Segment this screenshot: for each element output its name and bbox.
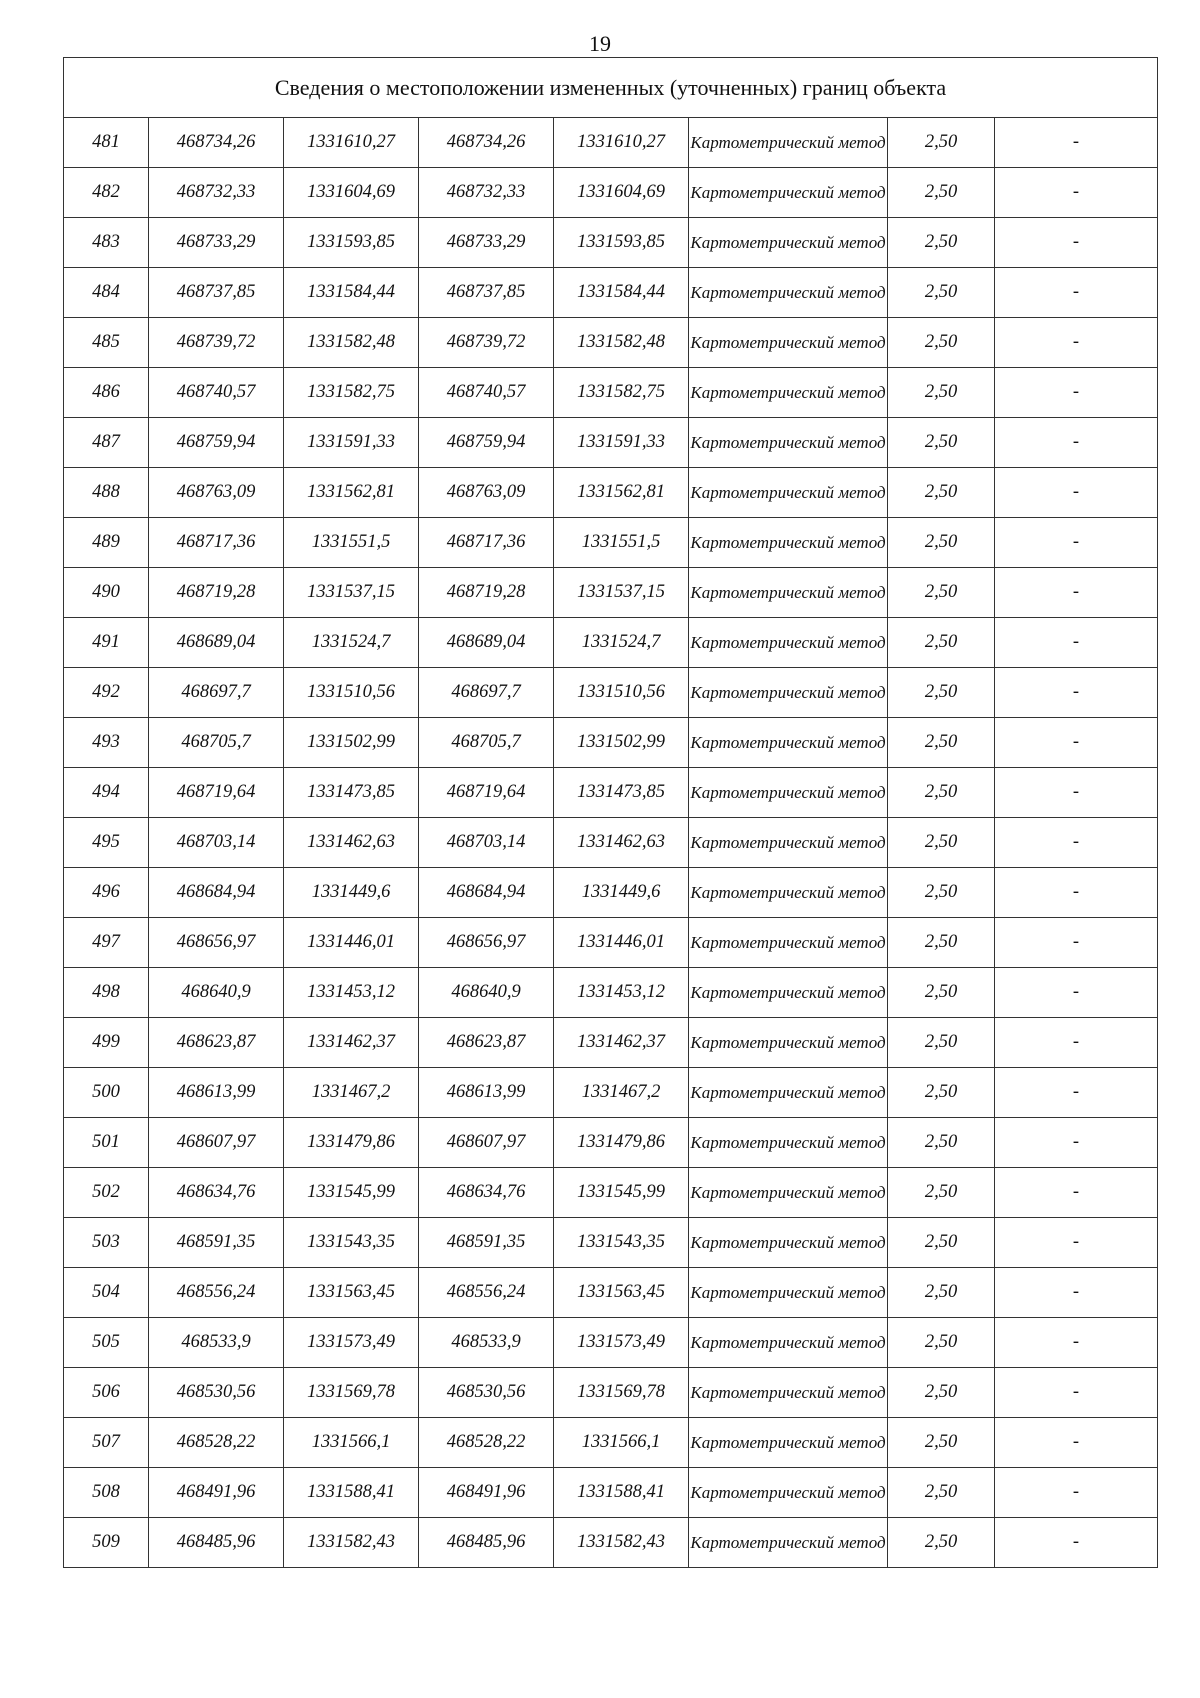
accuracy-cell: 2,50	[888, 1418, 995, 1468]
method-cell: Картометрический метод	[689, 1168, 888, 1218]
point-number-cell: 500	[64, 1068, 149, 1118]
table-row	[64, 868, 1158, 918]
existing-y-cell: 1331462,63	[284, 818, 419, 868]
method-cell: Картометрический метод	[689, 668, 888, 718]
existing-x-cell: 468719,28	[149, 568, 284, 618]
method-cell: Картометрический метод	[689, 918, 888, 968]
accuracy-cell: 2,50	[888, 1518, 995, 1568]
method-cell: Картометрический метод	[689, 1018, 888, 1068]
refined-x-cell: 468689,04	[419, 618, 554, 668]
method-cell: Картометрический метод	[689, 1468, 888, 1518]
existing-y-cell: 1331604,69	[284, 168, 419, 218]
table-row	[64, 168, 1158, 218]
refined-y-cell: 1331582,75	[554, 368, 689, 418]
accuracy-cell: 2,50	[888, 768, 995, 818]
point-number-cell: 495	[64, 818, 149, 868]
refined-y-cell: 1331591,33	[554, 418, 689, 468]
table-row	[64, 1418, 1158, 1468]
method-cell: Картометрический метод	[689, 968, 888, 1018]
refined-y-cell: 1331582,43	[554, 1518, 689, 1568]
point-number-cell: 494	[64, 768, 149, 818]
refined-y-cell: 1331537,15	[554, 568, 689, 618]
existing-x-cell: 468705,7	[149, 718, 284, 768]
description-cell: -	[995, 218, 1158, 268]
table-title: Сведения о местоположении измененных (уточненных) границ объекта	[64, 58, 1158, 118]
table-row	[64, 1018, 1158, 1068]
table-row	[64, 668, 1158, 718]
accuracy-cell: 2,50	[888, 168, 995, 218]
description-cell: -	[995, 818, 1158, 868]
accuracy-cell: 2,50	[888, 868, 995, 918]
description-cell: -	[995, 1118, 1158, 1168]
refined-y-cell: 1331510,56	[554, 668, 689, 718]
description-cell: -	[995, 718, 1158, 768]
method-cell: Картометрический метод	[689, 468, 888, 518]
existing-x-cell: 468737,85	[149, 268, 284, 318]
description-cell: -	[995, 868, 1158, 918]
point-number-cell: 487	[64, 418, 149, 468]
page-number: 19	[589, 31, 611, 56]
method-cell: Картометрический метод	[689, 718, 888, 768]
refined-x-cell: 468737,85	[419, 268, 554, 318]
point-number-cell: 499	[64, 1018, 149, 1068]
existing-y-cell: 1331582,43	[284, 1518, 419, 1568]
refined-x-cell: 468739,72	[419, 318, 554, 368]
refined-y-cell: 1331524,7	[554, 618, 689, 668]
refined-x-cell: 468640,9	[419, 968, 554, 1018]
refined-x-cell: 468530,56	[419, 1368, 554, 1418]
point-number-cell: 483	[64, 218, 149, 268]
refined-x-cell: 468740,57	[419, 368, 554, 418]
method-cell: Картометрический метод	[689, 168, 888, 218]
method-cell: Картометрический метод	[689, 118, 888, 168]
point-number-cell: 506	[64, 1368, 149, 1418]
existing-y-cell: 1331545,99	[284, 1168, 419, 1218]
existing-x-cell: 468740,57	[149, 368, 284, 418]
description-cell: -	[995, 1218, 1158, 1268]
table-row	[64, 568, 1158, 618]
existing-x-cell: 468607,97	[149, 1118, 284, 1168]
refined-x-cell: 468734,26	[419, 118, 554, 168]
refined-y-cell: 1331593,85	[554, 218, 689, 268]
description-cell: -	[995, 968, 1158, 1018]
description-cell: -	[995, 1318, 1158, 1368]
method-cell: Картометрический метод	[689, 518, 888, 568]
existing-y-cell: 1331563,45	[284, 1268, 419, 1318]
refined-x-cell: 468719,64	[419, 768, 554, 818]
table-row	[64, 1218, 1158, 1268]
existing-x-cell: 468528,22	[149, 1418, 284, 1468]
refined-y-cell: 1331502,99	[554, 718, 689, 768]
existing-y-cell: 1331446,01	[284, 918, 419, 968]
refined-x-cell: 468591,35	[419, 1218, 554, 1268]
accuracy-cell: 2,50	[888, 1168, 995, 1218]
existing-y-cell: 1331473,85	[284, 768, 419, 818]
description-cell: -	[995, 1518, 1158, 1568]
refined-y-cell: 1331446,01	[554, 918, 689, 968]
refined-x-cell: 468732,33	[419, 168, 554, 218]
refined-x-cell: 468623,87	[419, 1018, 554, 1068]
accuracy-cell: 2,50	[888, 618, 995, 668]
accuracy-cell: 2,50	[888, 918, 995, 968]
method-cell: Картометрический метод	[689, 1418, 888, 1468]
existing-x-cell: 468556,24	[149, 1268, 284, 1318]
table-title-row	[64, 58, 1158, 118]
table-row	[64, 718, 1158, 768]
accuracy-cell: 2,50	[888, 718, 995, 768]
existing-x-cell: 468640,9	[149, 968, 284, 1018]
existing-y-cell: 1331584,44	[284, 268, 419, 318]
accuracy-cell: 2,50	[888, 1268, 995, 1318]
existing-y-cell: 1331582,75	[284, 368, 419, 418]
description-cell: -	[995, 1368, 1158, 1418]
method-cell: Картометрический метод	[689, 818, 888, 868]
point-number-cell: 486	[64, 368, 149, 418]
description-cell: -	[995, 918, 1158, 968]
method-cell: Картометрический метод	[689, 768, 888, 818]
refined-y-cell: 1331473,85	[554, 768, 689, 818]
point-number-cell: 490	[64, 568, 149, 618]
point-number-cell: 492	[64, 668, 149, 718]
refined-y-cell: 1331462,37	[554, 1018, 689, 1068]
table-row	[64, 818, 1158, 868]
point-number-cell: 491	[64, 618, 149, 668]
table-row	[64, 1268, 1158, 1318]
point-number-cell: 503	[64, 1218, 149, 1268]
point-number-cell: 498	[64, 968, 149, 1018]
table-row	[64, 968, 1158, 1018]
existing-y-cell: 1331502,99	[284, 718, 419, 768]
existing-y-cell: 1331588,41	[284, 1468, 419, 1518]
refined-y-cell: 1331545,99	[554, 1168, 689, 1218]
refined-x-cell: 468703,14	[419, 818, 554, 868]
description-cell: -	[995, 118, 1158, 168]
method-cell: Картометрический метод	[689, 1268, 888, 1318]
existing-x-cell: 468530,56	[149, 1368, 284, 1418]
existing-y-cell: 1331573,49	[284, 1318, 419, 1368]
accuracy-cell: 2,50	[888, 368, 995, 418]
accuracy-cell: 2,50	[888, 118, 995, 168]
refined-y-cell: 1331467,2	[554, 1068, 689, 1118]
point-number-cell: 507	[64, 1418, 149, 1468]
description-cell: -	[995, 1168, 1158, 1218]
existing-y-cell: 1331479,86	[284, 1118, 419, 1168]
point-number-cell: 482	[64, 168, 149, 218]
table-row	[64, 118, 1158, 168]
description-cell: -	[995, 368, 1158, 418]
existing-x-cell: 468763,09	[149, 468, 284, 518]
existing-y-cell: 1331566,1	[284, 1418, 419, 1468]
boundary-coordinates-table	[63, 57, 1158, 1568]
method-cell: Картометрический метод	[689, 568, 888, 618]
existing-y-cell: 1331591,33	[284, 418, 419, 468]
existing-y-cell: 1331582,48	[284, 318, 419, 368]
point-number-cell: 493	[64, 718, 149, 768]
existing-x-cell: 468697,7	[149, 668, 284, 718]
accuracy-cell: 2,50	[888, 318, 995, 368]
refined-x-cell: 468717,36	[419, 518, 554, 568]
accuracy-cell: 2,50	[888, 518, 995, 568]
refined-y-cell: 1331462,63	[554, 818, 689, 868]
refined-x-cell: 468759,94	[419, 418, 554, 468]
existing-y-cell: 1331524,7	[284, 618, 419, 668]
description-cell: -	[995, 568, 1158, 618]
refined-x-cell: 468684,94	[419, 868, 554, 918]
table-row	[64, 1368, 1158, 1418]
existing-y-cell: 1331543,35	[284, 1218, 419, 1268]
description-cell: -	[995, 1068, 1158, 1118]
table-row	[64, 1168, 1158, 1218]
refined-y-cell: 1331563,45	[554, 1268, 689, 1318]
accuracy-cell: 2,50	[888, 1218, 995, 1268]
existing-y-cell: 1331610,27	[284, 118, 419, 168]
refined-x-cell: 468705,7	[419, 718, 554, 768]
existing-x-cell: 468634,76	[149, 1168, 284, 1218]
point-number-cell: 484	[64, 268, 149, 318]
refined-y-cell: 1331551,5	[554, 518, 689, 568]
accuracy-cell: 2,50	[888, 218, 995, 268]
table-row	[64, 1468, 1158, 1518]
method-cell: Картометрический метод	[689, 1068, 888, 1118]
existing-x-cell: 468719,64	[149, 768, 284, 818]
refined-y-cell: 1331582,48	[554, 318, 689, 368]
existing-y-cell: 1331551,5	[284, 518, 419, 568]
point-number-cell: 501	[64, 1118, 149, 1168]
existing-y-cell: 1331453,12	[284, 968, 419, 1018]
description-cell: -	[995, 1418, 1158, 1468]
accuracy-cell: 2,50	[888, 1068, 995, 1118]
method-cell: Картометрический метод	[689, 318, 888, 368]
description-cell: -	[995, 468, 1158, 518]
table-row	[64, 518, 1158, 568]
accuracy-cell: 2,50	[888, 1018, 995, 1068]
table-row	[64, 1318, 1158, 1368]
method-cell: Картометрический метод	[689, 1218, 888, 1268]
existing-y-cell: 1331449,6	[284, 868, 419, 918]
existing-x-cell: 468739,72	[149, 318, 284, 368]
refined-x-cell: 468533,9	[419, 1318, 554, 1368]
existing-x-cell: 468684,94	[149, 868, 284, 918]
method-cell: Картометрический метод	[689, 618, 888, 668]
method-cell: Картометрический метод	[689, 868, 888, 918]
refined-x-cell: 468763,09	[419, 468, 554, 518]
description-cell: -	[995, 168, 1158, 218]
table-row	[64, 918, 1158, 968]
description-cell: -	[995, 418, 1158, 468]
description-cell: -	[995, 1018, 1158, 1068]
point-number-cell: 496	[64, 868, 149, 918]
refined-y-cell: 1331569,78	[554, 1368, 689, 1418]
refined-x-cell: 468491,96	[419, 1468, 554, 1518]
refined-x-cell: 468634,76	[419, 1168, 554, 1218]
existing-y-cell: 1331569,78	[284, 1368, 419, 1418]
existing-x-cell: 468623,87	[149, 1018, 284, 1068]
method-cell: Картометрический метод	[689, 218, 888, 268]
point-number-cell: 504	[64, 1268, 149, 1318]
description-cell: -	[995, 518, 1158, 568]
accuracy-cell: 2,50	[888, 1118, 995, 1168]
refined-y-cell: 1331562,81	[554, 468, 689, 518]
refined-x-cell: 468719,28	[419, 568, 554, 618]
description-cell: -	[995, 1268, 1158, 1318]
refined-y-cell: 1331543,35	[554, 1218, 689, 1268]
refined-y-cell: 1331566,1	[554, 1418, 689, 1468]
method-cell: Картометрический метод	[689, 1518, 888, 1568]
point-number-cell: 481	[64, 118, 149, 168]
refined-y-cell: 1331610,27	[554, 118, 689, 168]
refined-x-cell: 468485,96	[419, 1518, 554, 1568]
existing-x-cell: 468591,35	[149, 1218, 284, 1268]
point-number-cell: 489	[64, 518, 149, 568]
method-cell: Картометрический метод	[689, 1118, 888, 1168]
table-row	[64, 1068, 1158, 1118]
refined-x-cell: 468607,97	[419, 1118, 554, 1168]
accuracy-cell: 2,50	[888, 268, 995, 318]
refined-y-cell: 1331573,49	[554, 1318, 689, 1368]
table-row	[64, 1518, 1158, 1568]
refined-y-cell: 1331588,41	[554, 1468, 689, 1518]
table-row	[64, 1118, 1158, 1168]
description-cell: -	[995, 1468, 1158, 1518]
refined-y-cell: 1331604,69	[554, 168, 689, 218]
refined-y-cell: 1331453,12	[554, 968, 689, 1018]
accuracy-cell: 2,50	[888, 568, 995, 618]
existing-x-cell: 468491,96	[149, 1468, 284, 1518]
existing-y-cell: 1331467,2	[284, 1068, 419, 1118]
method-cell: Картометрический метод	[689, 418, 888, 468]
description-cell: -	[995, 618, 1158, 668]
table-row	[64, 768, 1158, 818]
accuracy-cell: 2,50	[888, 1368, 995, 1418]
point-number-cell: 488	[64, 468, 149, 518]
existing-x-cell: 468759,94	[149, 418, 284, 468]
refined-x-cell: 468556,24	[419, 1268, 554, 1318]
table-row	[64, 318, 1158, 368]
refined-y-cell: 1331449,6	[554, 868, 689, 918]
accuracy-cell: 2,50	[888, 668, 995, 718]
refined-x-cell: 468656,97	[419, 918, 554, 968]
existing-y-cell: 1331562,81	[284, 468, 419, 518]
description-cell: -	[995, 668, 1158, 718]
point-number-cell: 485	[64, 318, 149, 368]
existing-y-cell: 1331462,37	[284, 1018, 419, 1068]
refined-y-cell: 1331584,44	[554, 268, 689, 318]
existing-y-cell: 1331510,56	[284, 668, 419, 718]
existing-x-cell: 468613,99	[149, 1068, 284, 1118]
existing-x-cell: 468734,26	[149, 118, 284, 168]
refined-x-cell: 468528,22	[419, 1418, 554, 1468]
existing-y-cell: 1331593,85	[284, 218, 419, 268]
method-cell: Картометрический метод	[689, 1318, 888, 1368]
refined-x-cell: 468613,99	[419, 1068, 554, 1118]
description-cell: -	[995, 268, 1158, 318]
existing-x-cell: 468533,9	[149, 1318, 284, 1368]
point-number-cell: 502	[64, 1168, 149, 1218]
refined-x-cell: 468697,7	[419, 668, 554, 718]
point-number-cell: 509	[64, 1518, 149, 1568]
refined-x-cell: 468733,29	[419, 218, 554, 268]
table-row	[64, 268, 1158, 318]
accuracy-cell: 2,50	[888, 468, 995, 518]
existing-x-cell: 468689,04	[149, 618, 284, 668]
existing-x-cell: 468485,96	[149, 1518, 284, 1568]
method-cell: Картометрический метод	[689, 268, 888, 318]
point-number-cell: 497	[64, 918, 149, 968]
table-row	[64, 418, 1158, 468]
table-row	[64, 618, 1158, 668]
existing-x-cell: 468703,14	[149, 818, 284, 868]
existing-x-cell: 468732,33	[149, 168, 284, 218]
method-cell: Картометрический метод	[689, 368, 888, 418]
point-number-cell: 508	[64, 1468, 149, 1518]
accuracy-cell: 2,50	[888, 1318, 995, 1368]
existing-x-cell: 468717,36	[149, 518, 284, 568]
point-number-cell: 505	[64, 1318, 149, 1368]
accuracy-cell: 2,50	[888, 968, 995, 1018]
refined-y-cell: 1331479,86	[554, 1118, 689, 1168]
existing-x-cell: 468733,29	[149, 218, 284, 268]
table-row	[64, 468, 1158, 518]
accuracy-cell: 2,50	[888, 818, 995, 868]
method-cell: Картометрический метод	[689, 1368, 888, 1418]
table-row	[64, 218, 1158, 268]
table-row	[64, 368, 1158, 418]
existing-x-cell: 468656,97	[149, 918, 284, 968]
description-cell: -	[995, 318, 1158, 368]
accuracy-cell: 2,50	[888, 1468, 995, 1518]
description-cell: -	[995, 768, 1158, 818]
existing-y-cell: 1331537,15	[284, 568, 419, 618]
accuracy-cell: 2,50	[888, 418, 995, 468]
table-body	[64, 118, 1158, 1568]
